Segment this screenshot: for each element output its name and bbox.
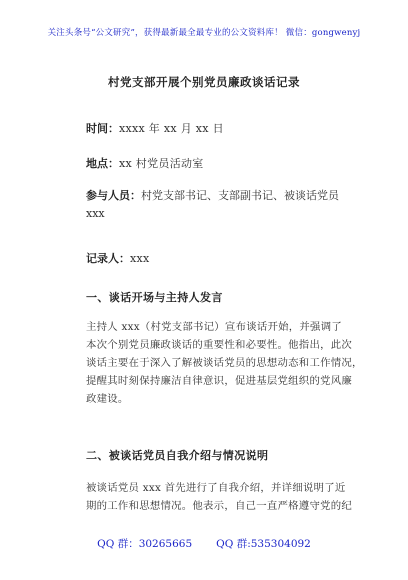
- time-label: 时间：: [86, 122, 119, 135]
- paragraph-line: 政建设。: [86, 393, 129, 405]
- paragraph-line: 主持人 xxx（村党支部书记）宣布谈话开始，并强调了: [86, 321, 342, 333]
- location-label: 地点：: [86, 157, 119, 170]
- section-paragraph-2: [86, 479, 353, 515]
- section-heading-1: 一、谈话开场与主持人发言: [86, 291, 223, 304]
- footer-qq-group-1: QQ 群：30265665: [97, 538, 193, 550]
- recorder-value: xxx: [130, 252, 150, 265]
- recorder-label: 记录人：: [86, 252, 130, 265]
- location-field: [86, 155, 204, 171]
- paragraph-line: 提醒其时刻保持廉洁自律意识，促进基层党组织的党风廉: [86, 375, 353, 387]
- document-title: 村党支部开展个别党员廉政谈话记录: [108, 75, 300, 89]
- time-value: xxxx 年 xx 月 xx 日: [119, 122, 224, 135]
- participants-value: 村党支部书记、支部副书记、被谈话党员 xxx: [86, 189, 339, 220]
- paragraph-line: 期的工作和思想情况。他表示，自己一直严格遵守党的纪: [86, 500, 353, 512]
- footer-contacts: [0, 536, 408, 551]
- participants-label: 参与人员：: [86, 189, 141, 202]
- recorder-field: [86, 250, 150, 266]
- paragraph-line: 被谈话党员 xxx 首先进行了自我介绍，并详细说明了近: [86, 482, 346, 494]
- paragraph-line: 本次个别党员廉政谈话的重要性和必要性。他指出，此次: [86, 339, 353, 351]
- header-notice: 关注头条号“公文研究”，获得最新最全最专业的公文资料库！ 微信：gongwenyj: [47, 28, 361, 38]
- section-heading-2: 二、被谈话党员自我介绍与情况说明: [86, 449, 269, 462]
- time-field: [86, 120, 224, 136]
- paragraph-line: 谈话主要在于深入了解被谈话党员的思想动态和工作情况，: [86, 357, 363, 369]
- section-paragraph-1: [86, 318, 363, 408]
- participants-field: [86, 187, 346, 223]
- footer-qq-group-2: QQ 群:535304092: [216, 538, 311, 550]
- location-value: xx 村党员活动室: [119, 157, 204, 170]
